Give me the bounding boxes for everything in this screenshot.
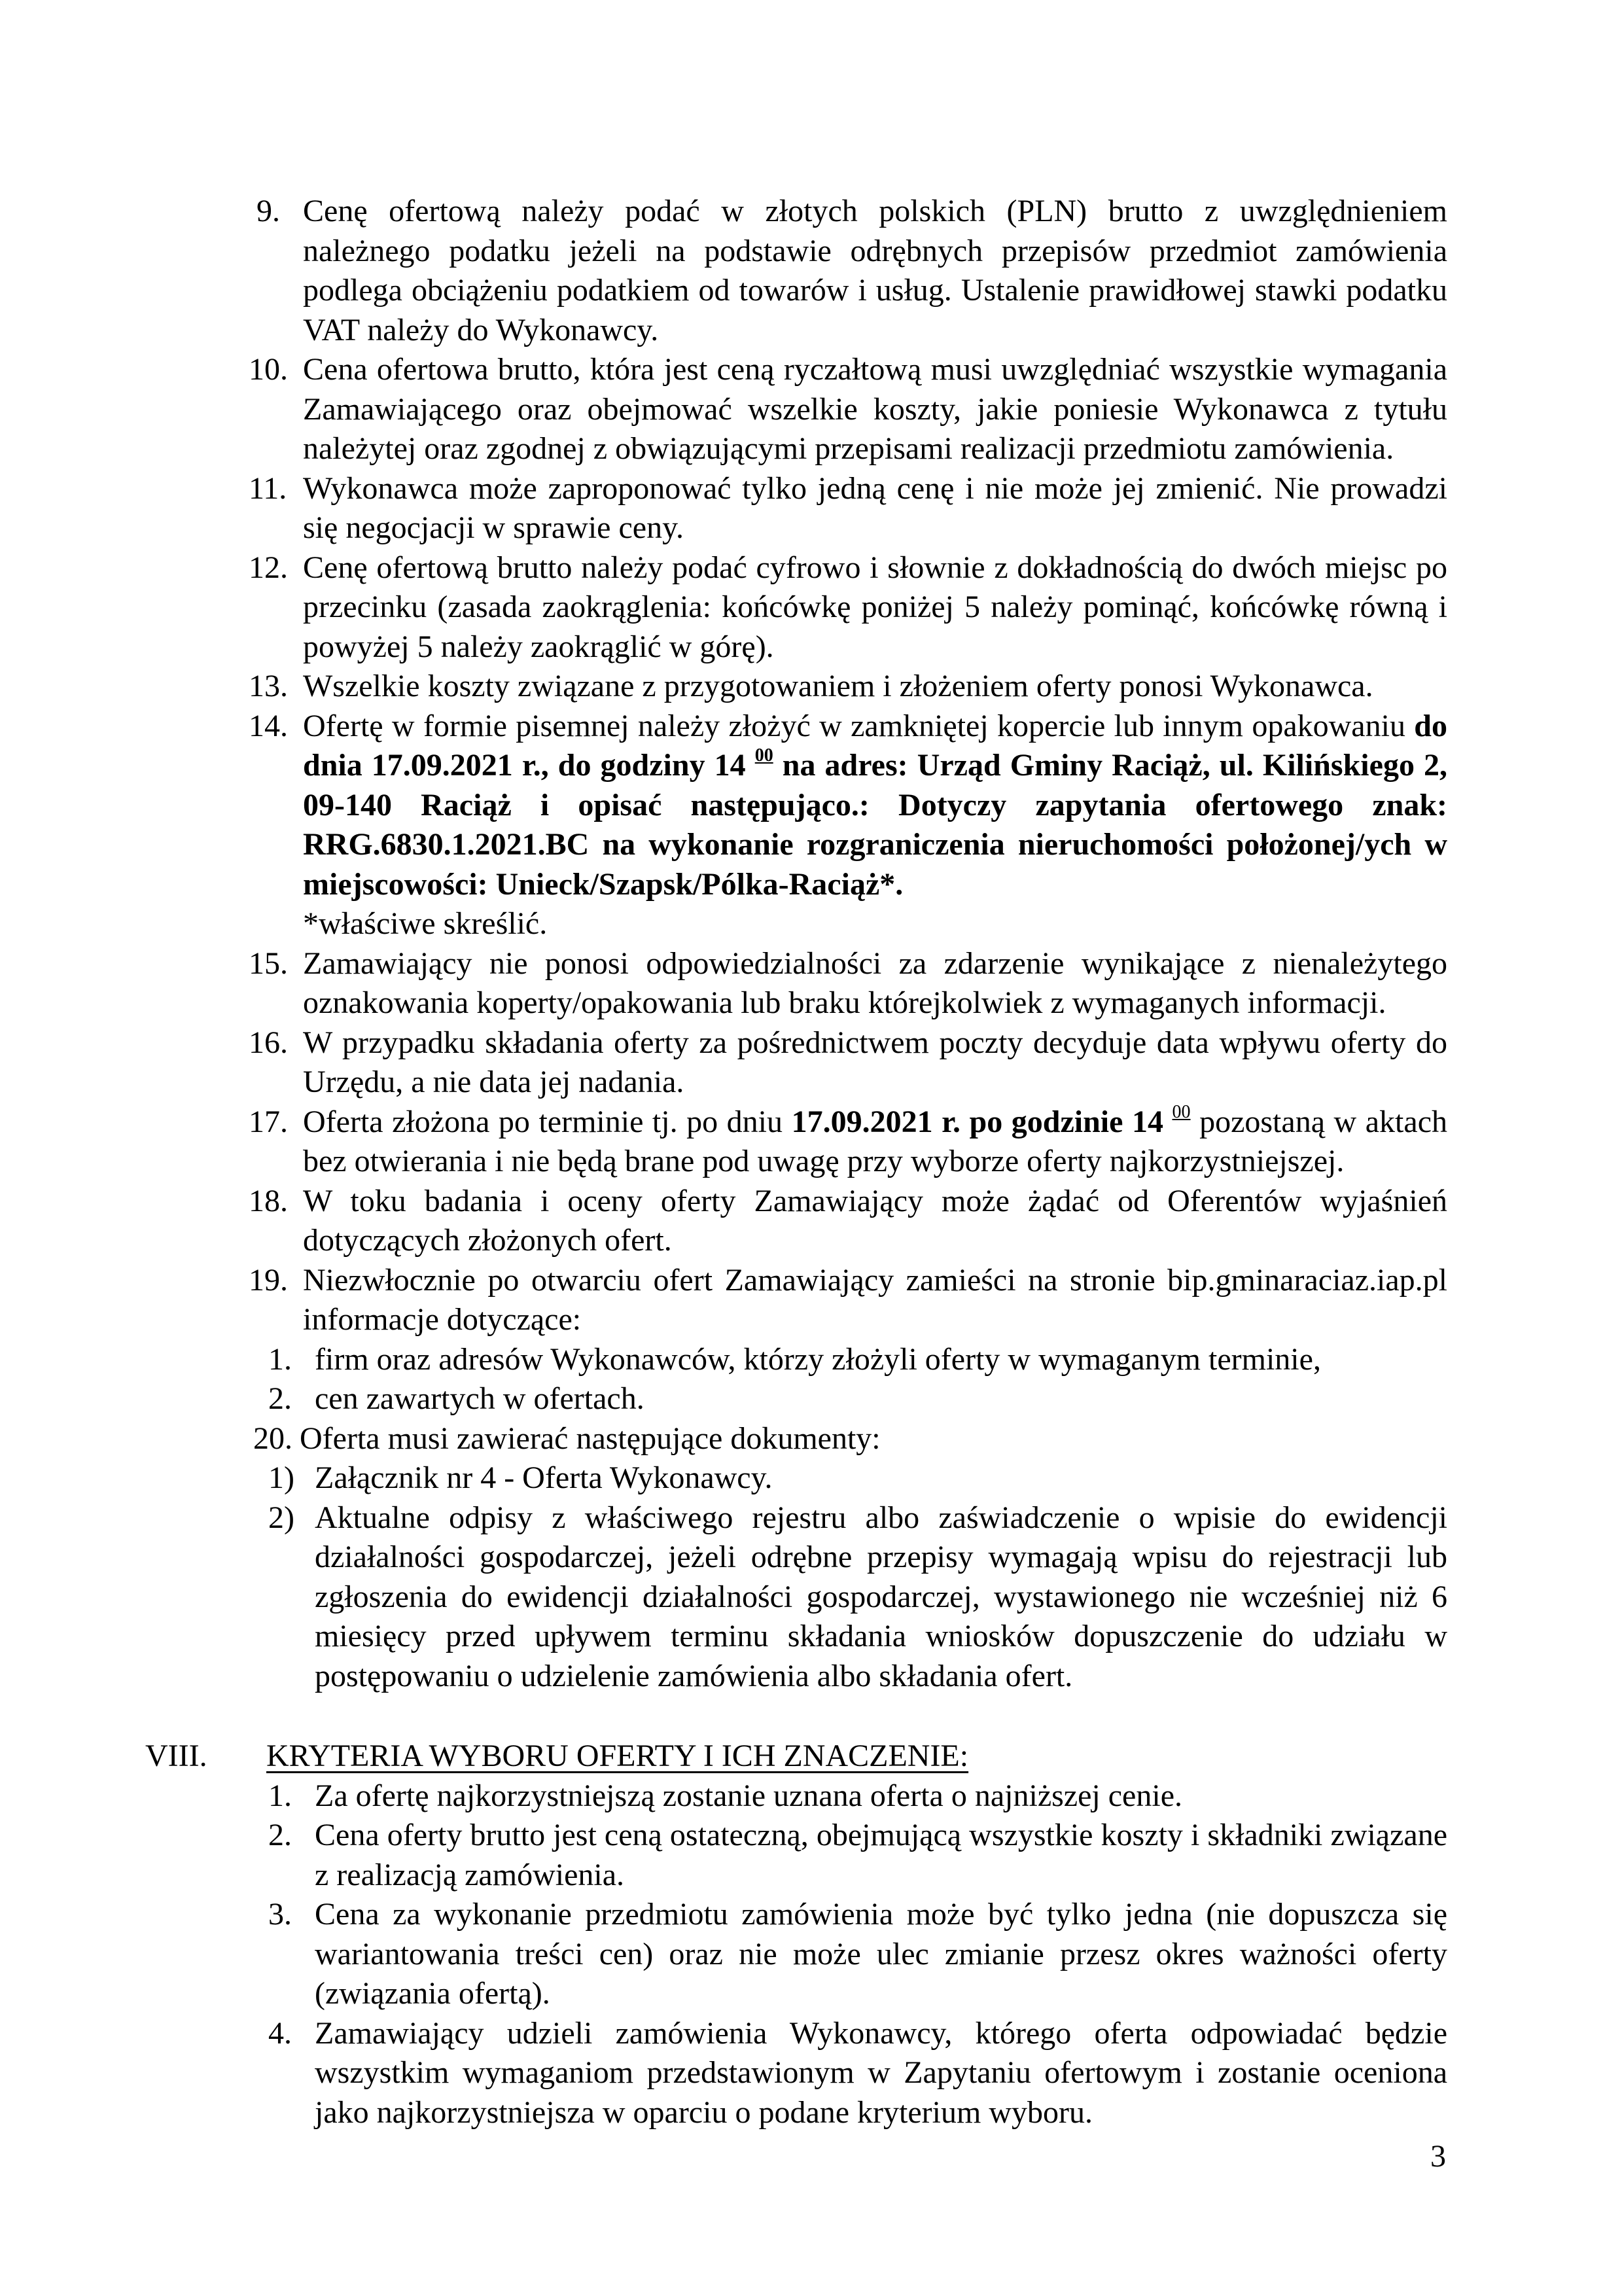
item-text xyxy=(303,707,1447,905)
item-number: 17. xyxy=(249,1104,288,1139)
list-item-14 xyxy=(0,707,1447,944)
criteria-number: 2. xyxy=(268,1818,292,1852)
submission-address: na adres: Urząd Gminy Raciąż, ul. Kilińskiego 2, 09-140 Raciąż i opisać następująco.: Dotyczy zapytania ofertowego znak: RRG.6830.1.2021.BC na wykonanie rozgraniczenia nieruchomości położonej/ych w miejscowości: Unieck/Szapsk/Pólka-Raciąż*. xyxy=(303,748,1448,902)
sub-item-number: 2) xyxy=(268,1500,294,1535)
item-number: 15. xyxy=(249,945,288,981)
item-number: 20. xyxy=(253,1421,292,1456)
page-number: 3 xyxy=(1430,2139,1446,2174)
criteria-item xyxy=(0,2014,1447,2133)
item-text-plain: Oferta złożona po terminie tj. po dniu xyxy=(303,1104,792,1139)
list-item-18 xyxy=(0,1182,1447,1261)
criteria-text: Zamawiający udzieli zamówienia Wykonawcy, którego oferta odpowiadać będzie wszystkim wymaganiom przedstawionym w Zapytaniu ofertowym i zostanie oceniona jako najkorzystniejsza w oparciu o podane kryterium wyboru. xyxy=(315,2015,1447,2130)
item-text: Wszelkie koszty związane z przygotowaniem i złożeniem oferty ponosi Wykonawca. xyxy=(303,669,1373,703)
criteria-number: 1. xyxy=(268,1778,292,1813)
sub-list-item xyxy=(0,1340,1447,1380)
sub-list-item xyxy=(0,1498,1447,1697)
sub-item-number: 1) xyxy=(268,1460,294,1495)
item-number: 14. xyxy=(249,708,288,743)
sub-item-number: 2. xyxy=(268,1381,292,1416)
sub-item-text: firm oraz adresów Wykonawców, którzy złożyli oferty w wymaganym terminie, xyxy=(315,1341,1321,1377)
item-text: Wykonawca może zaproponować tylko jedną cenę i nie może jej zmienić. Nie prowadzi się negocjacji w sprawie ceny. xyxy=(303,470,1447,545)
item-number: 10. xyxy=(249,352,288,387)
item-text-plain: Ofertę w formie pisemnej należy złożyć w zamkniętej kopercie lub innym opakowaniu xyxy=(303,708,1415,743)
item-text: W toku badania i oceny oferty Zamawiający może żądać od Oferentów wyjaśnień dotyczących złożonych ofert. xyxy=(303,1183,1447,1258)
item-text: Cena ofertowa brutto, która jest ceną ryczałtową musi uwzględniać wszystkie wymagania Zamawiającego oraz obejmować wszelkie koszty, jakie poniesie Wykonawca z tytułu należytej oraz zgodnej z obwiązującymi przepisami realizacji przedmiotu zamówienia. xyxy=(303,352,1447,466)
item-text: Oferta musi zawierać następujące dokumenty: xyxy=(300,1421,881,1456)
sub-item-text: Załącznik nr 4 - Oferta Wykonawcy. xyxy=(315,1460,773,1495)
list-item-13 xyxy=(0,667,1447,707)
list-item-16 xyxy=(0,1023,1447,1103)
deadline-date: 17.09.2021 r. po godzinie 14 xyxy=(791,1104,1172,1139)
document-body xyxy=(0,192,1622,2132)
item-text: Cenę ofertową brutto należy podać cyfrowo i słownie z dokładnością do dwóch miejsc po przecinku (zasada zaokrąglenia: końcówkę poniżej 5 należy pominąć, końcówkę równą i powyżej 5 należy zaokrąglić w górę). xyxy=(303,550,1447,664)
item-text: Niezwłocznie po otwarciu ofert Zamawiający zamieści na stronie bip.gminaraciaz.iap.pl informacje dotyczące: xyxy=(303,1262,1447,1337)
item-number: 16. xyxy=(249,1025,288,1060)
criteria-number: 4. xyxy=(268,2015,292,2051)
deadline-date: do dnia 17.09.2021 r., do godziny 14 xyxy=(303,708,1447,783)
item-text: Zamawiający nie ponosi odpowiedzialności za zdarzenie wynikające z nienależytego oznakowania koperty/opakowania lub braku którejkolwiek z wymaganych informacji. xyxy=(303,945,1447,1020)
criteria-text: Za ofertę najkorzystniejszą zostanie uznana oferta o najniższej cenie. xyxy=(315,1778,1182,1813)
criteria-item xyxy=(0,1816,1447,1895)
item-text: W przypadku składania oferty za pośrednictwem poczty decyduje data wpływu oferty do Urzędu, a nie data jej nadania. xyxy=(303,1025,1447,1099)
list-item-9 xyxy=(0,192,1447,350)
criteria-item xyxy=(0,1895,1447,2014)
deadline-minutes-superscript: 00 xyxy=(754,745,773,766)
list-item-17 xyxy=(0,1103,1447,1182)
item-number: 12. xyxy=(249,550,288,585)
deadline-minutes-superscript: 00 xyxy=(1172,1101,1191,1122)
criteria-text: Cena oferty brutto jest ceną ostateczną, obejmującą wszystkie koszty i składniki związane z realizacją zamówienia. xyxy=(315,1818,1447,1892)
item-number: 11. xyxy=(249,470,287,506)
list-item-10 xyxy=(0,350,1447,469)
list-item-11 xyxy=(0,469,1447,548)
sub-item-text: Aktualne odpisy z właściwego rejestru albo zaświadczenie o wpisie do ewidencji działalności gospodarczej, jeżeli odrębne przepisy wymagają wpisu do rejestracji lub zgłoszenia do ewidencji działalności gospodarczej, wystawionego nie wcześniej niż 6 miesięcy przed upływem terminu składania wniosków dopuszczenie do udziału w postępowaniu o udzielenie zamówienia albo składania ofert. xyxy=(315,1500,1447,1693)
section-heading: KRYTERIA WYBORU OFERTY I ICH ZNACZENIE: xyxy=(266,1739,969,1773)
item-text-plain: pozostaną w aktach bez otwierania i nie będą brane pod uwagę przy wyborze oferty najkorzystniejszej. xyxy=(303,1104,1447,1178)
list-item-20 xyxy=(0,1419,1447,1459)
footnote-text: *właściwe skreślić. xyxy=(303,906,548,941)
item-number: 13. xyxy=(249,669,288,703)
item-number: 18. xyxy=(249,1183,288,1218)
list-item-19 xyxy=(0,1261,1447,1340)
list-item-15 xyxy=(0,944,1447,1023)
sub-item-number: 1. xyxy=(268,1341,292,1377)
section-viii-header xyxy=(0,1737,1622,1776)
section-number: VIII. xyxy=(145,1739,207,1773)
sub-list-item xyxy=(0,1379,1447,1419)
criteria-text: Cena za wykonanie przedmiotu zamówienia może być tylko jedna (nie dopuszcza się wariantowania treści cen) oraz nie może ulec zmianie przesz okres ważności oferty (związania ofertą). xyxy=(315,1897,1447,2011)
item-number: 19. xyxy=(249,1262,288,1298)
item-number: 9. xyxy=(256,194,280,228)
criteria-number: 3. xyxy=(268,1897,292,1932)
list-item-12 xyxy=(0,548,1447,667)
criteria-item xyxy=(0,1776,1447,1816)
item-text: Cenę ofertową należy podać w złotych polskich (PLN) brutto z uwzględnieniem należnego podatku jeżeli na podstawie odrębnych przepisów przedmiot zamówienia podlega obciążeniu podatkiem od towarów i usług. Ustalenie prawidłowej stawki podatku VAT należy do Wykonawcy. xyxy=(303,194,1447,347)
sub-list-item xyxy=(0,1458,1447,1498)
sub-item-text: cen zawartych w ofertach. xyxy=(315,1381,644,1416)
item-text xyxy=(303,1103,1447,1182)
